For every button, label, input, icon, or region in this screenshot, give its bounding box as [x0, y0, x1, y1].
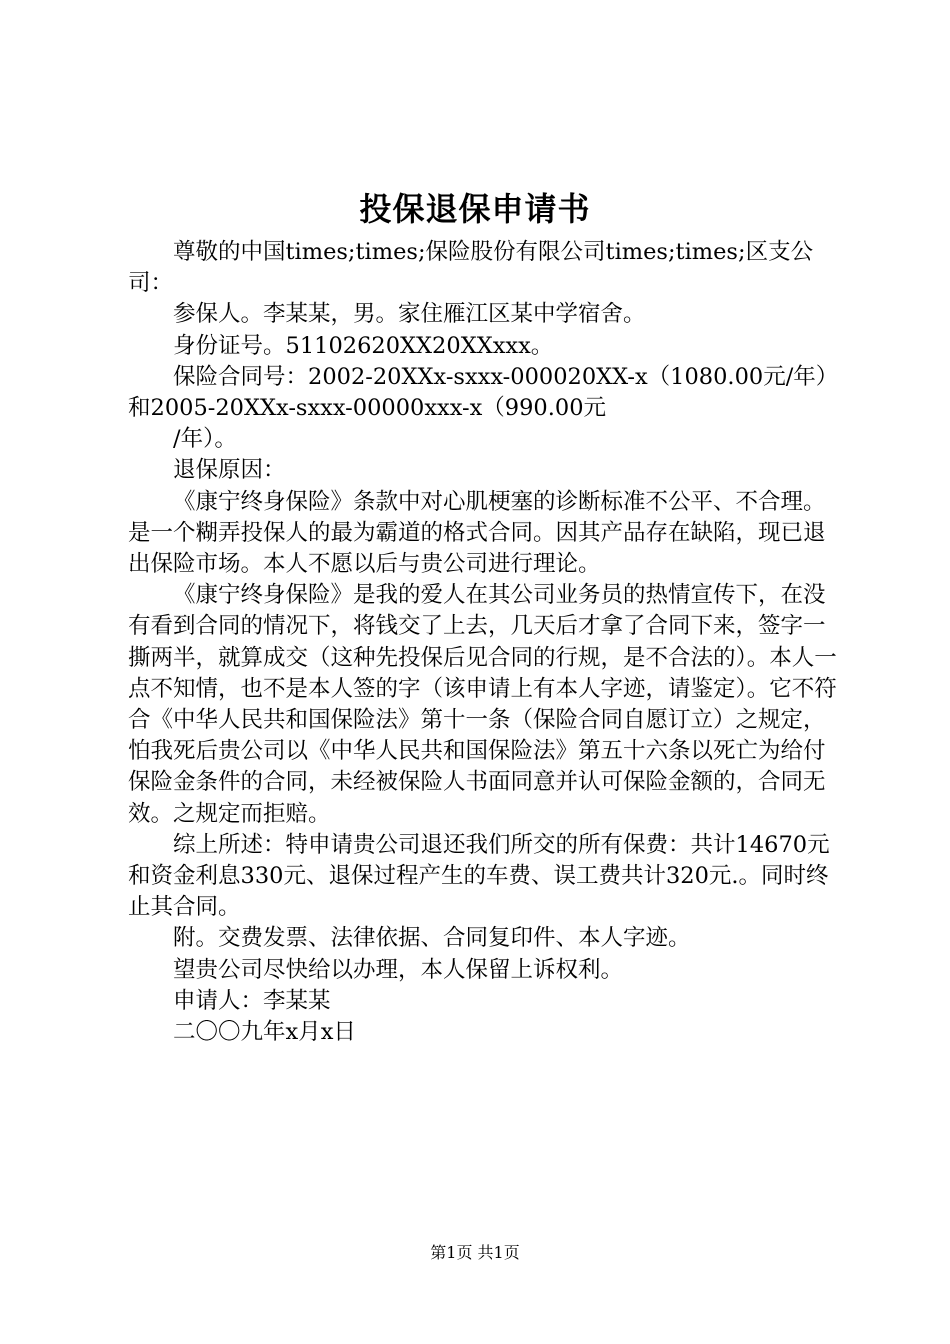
contract-number-continuation: /年）。 [173, 426, 237, 453]
request-paragraph: 望贵公司尽快给以办理，本人保留上诉权利。 [173, 956, 624, 983]
page-footer: 第1页 共1页 [430, 1243, 520, 1262]
salutation-paragraph: 尊敬的中国times;times;保险股份有限公司times;times;区支公司： [128, 239, 814, 297]
id-number-paragraph: 身份证号。51102620XX20XXxxx。 [173, 332, 554, 359]
reason-paragraph-2: 《康宁终身保险》是我的爱人在其公司业务员的热情宣传下，在没有看到合同的情况下，将钱交了上去，几天后才拿了合同下来，签字一撕两半，就算成交（这种先投保后见合同的行规，是不合法的）。本人一点不知情，也不是本人签的字（该申请上有本人字迹，请鉴定）。它不符合《中华人民共和国保险法》第十一条（保险合同自愿订立）之规定，怕我死后贵公司以《中华人民共和国保险法》第五十六条以死亡为给付保险金条件的合同，未经被保险人书面同意并认可保险金额的，合同无效。之规定而拒赔。 [128, 582, 837, 827]
insured-person-paragraph: 参保人。李某某，男。家住雁江区某中学宿舍。 [173, 301, 646, 328]
attachments-paragraph: 附。交费发票、法律依据、合同复印件、本人字迹。 [173, 925, 691, 952]
document-title: 投保退保申请书 [359, 190, 591, 228]
contract-number-paragraph: 保险合同号：2002-20XXx-sxxx-000020XX-x（1080.00元/年）和2005-20XXx-sxxx-00000xxx-x（990.00元 [128, 363, 839, 422]
reason-heading: 退保原因： [173, 457, 286, 484]
applicant-line: 申请人：李某某 [173, 987, 331, 1014]
document-body [128, 237, 843, 1048]
reason-paragraph-1: 《康宁终身保险》条款中对心肌梗塞的诊断标准不公平、不合理。是一个糊弄投保人的最为霸道的格式合同。因其产品存在缺陷，现已退出保险市场。本人不愿以后与贵公司进行理论。 [128, 488, 826, 578]
summary-paragraph: 综上所述：特申请贵公司退还我们所交的所有保费：共计14670元和资金利息330元、退保过程产生的车费、误工费共计320元.。同时终止其合同。 [128, 831, 830, 921]
date-line: 二〇〇九年x月x日 [173, 1019, 356, 1046]
